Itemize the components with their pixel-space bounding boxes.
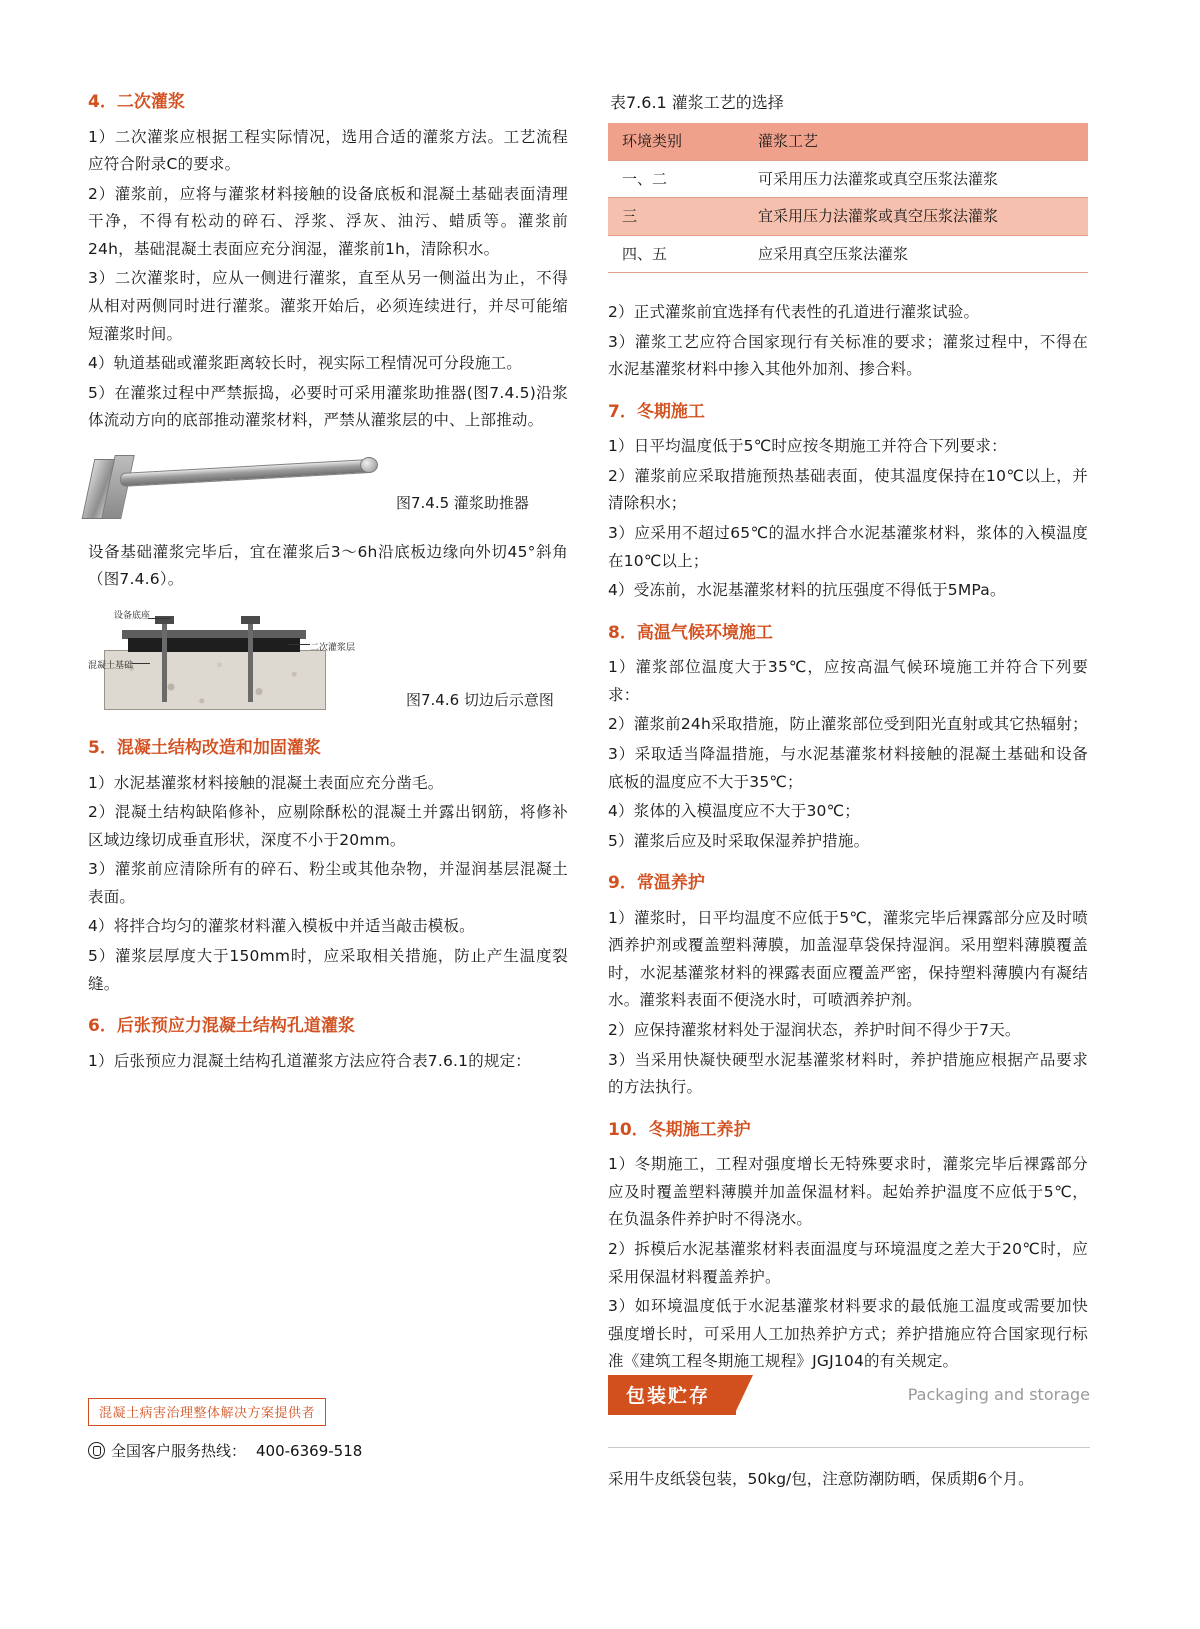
- paragraph: 1）灌浆时，日平均温度不应低于5℃，灌浆完毕后裸露部分应及时喷洒养护剂或覆盖塑料薄膜，加盖湿草袋保持湿润。采用塑料薄膜覆盖时，水泥基灌浆材料的裸露表面应覆盖严密，保持塑料薄膜内有凝结水。灌浆料表面不便浇水时，可喷洒养护剂。: [608, 908, 1088, 1010]
- paragraph: 3）灌浆工艺应符合国家现行有关标准的要求；灌浆过程中，不得在水泥基灌浆材料中掺入其他外加剂、掺合料。: [608, 332, 1088, 379]
- leader-line: [288, 644, 310, 645]
- paragraph: 1）灌浆部位温度大于35℃，应按高温气候环境施工并符合下列要求：: [608, 658, 1088, 704]
- paragraph: 2）应保持灌浆材料处于湿润状态，养护时间不得少于7天。: [608, 1021, 1021, 1040]
- section-heading-8: 8．高温气候环境施工: [608, 622, 773, 643]
- packaging-title-cn: 包装贮存: [608, 1375, 736, 1415]
- paragraph: 4）轨道基础或灌浆距离较长时，视实际工程情况可分段施工。: [88, 354, 522, 373]
- paragraph: 3）二次灌浆时，应从一侧进行灌浆，直至从另一侧溢出为止，不得从相对两侧同时进行灌浆。灌浆开始后，必须连续进行，并尽可能缩短灌浆时间。: [88, 269, 568, 343]
- table-row: [608, 198, 1088, 236]
- pusher-handle: [360, 457, 378, 473]
- section-heading-9: 9．常温养护: [608, 873, 705, 894]
- section-heading-5: 5．混凝土结构改造和加固灌浆: [88, 738, 321, 759]
- paragraph: 设备基础灌浆完毕后，宜在灌浆后3～6h沿底板边缘向外切45°斜角（图7.4.6）。: [88, 542, 568, 589]
- table-row: [608, 160, 1088, 198]
- section-heading-6: 6．后张预应力混凝土结构孔道灌浆: [88, 1016, 355, 1037]
- paragraph: 4）浆体的入模温度应不大于30℃；: [608, 802, 860, 821]
- packaging-header: [608, 1375, 1090, 1411]
- section-heading-10: 10．冬期施工养护: [608, 1119, 751, 1140]
- paragraph: 2）灌浆前24h采取措施，防止灌浆部位受到阳光直射或其它热辐射；: [608, 715, 1088, 734]
- table-header-row: [608, 123, 1088, 160]
- table-title: 表7.6.1 灌浆工艺的选择: [610, 93, 784, 112]
- figure-7-4-5: [88, 453, 568, 523]
- right-column: [608, 90, 1088, 1378]
- slogan-badge: 混凝土病害治理整体解决方案提供者: [88, 1398, 326, 1426]
- grout-pusher-illustration: [88, 453, 378, 523]
- paragraph: 3）应采用不超过65℃的温水拌合水泥基灌浆材料，浆体的入模温度在10℃以上；: [608, 523, 1088, 570]
- paragraph: 2）正式灌浆前宜选择有代表性的孔道进行灌浆试验。: [608, 303, 980, 321]
- diagram-label-equipment-base: 设备底座: [114, 611, 151, 622]
- paragraph: 3）灌浆前应清除所有的碎石、粉尘或其他杂物，并湿润基层混凝土表面。: [88, 860, 568, 906]
- anchor-bolt: [248, 622, 253, 702]
- diagram-label-grout-layer: 二次灌浆层: [310, 643, 356, 654]
- paragraph: 5）灌浆层厚度大于150mm时，应采取相关措施，防止产生温度裂缝。: [88, 946, 568, 993]
- figure-caption: 图7.4.6 切边后示意图: [406, 691, 554, 710]
- table-cell-process: 宜采用压力法灌浆或真空压浆法灌浆: [748, 198, 1088, 236]
- paragraph: 1）日平均温度低于5℃时应按冬期施工并符合下列要求：: [608, 437, 1007, 456]
- leader-line: [148, 618, 170, 619]
- hotline-label: 全国客户服务热线：: [111, 1442, 247, 1460]
- hotline-number: 400-6369-518: [256, 1441, 363, 1460]
- hotline: [88, 1440, 568, 1461]
- diagram-label-concrete-foundation: 混凝土基础: [88, 661, 134, 672]
- paragraph: 1）冬期施工，工程对强度增长无特殊要求时，灌浆完毕后裸露部分应及时覆盖塑料薄膜并加盖保温材料。起始养护温度不应低于5℃，在负温条件养护时不得浇水。: [608, 1155, 1088, 1229]
- table-cell-category: 四、五: [608, 235, 748, 273]
- paragraph: 2）灌浆前，应将与灌浆材料接触的设备底板和混凝土基础表面清理干净，不得有松动的碎石、浮浆、浮灰、油污、蜡质等。灌浆前24h，基础混凝土表面应充分润湿，灌浆前1h，清除积水。: [88, 184, 568, 258]
- leader-line: [132, 663, 150, 664]
- secondary-grout-layer-shape: [128, 638, 300, 652]
- table-header-cell: 灌浆工艺: [748, 123, 1088, 160]
- table-cell-process: 可采用压力法灌浆或真空压浆法灌浆: [748, 160, 1088, 198]
- paragraph: 3）如环境温度低于水泥基灌浆材料要求的最低施工温度或需要加快强度增长时，可采用人工加热养护方式；养护措施应符合国家现行标准《建筑工程冬期施工规程》JGJ104的有关规定。: [608, 1297, 1088, 1371]
- figure-7-4-6: [88, 608, 568, 720]
- anchor-bolt: [162, 622, 167, 702]
- footer-left: [88, 1398, 568, 1461]
- section-heading-7: 7．冬期施工: [608, 401, 705, 422]
- paragraph: 5）灌浆后应及时采取保湿养护措施。: [608, 831, 870, 850]
- section-heading-4: 4．二次灌浆: [88, 92, 185, 112]
- table-cell-category: 三: [608, 198, 748, 236]
- phone-icon: [88, 1442, 105, 1459]
- paragraph: 2）混凝土结构缺陷修补，应剔除酥松的混凝土并露出钢筋，将修补区域边缘切成垂直形状，深度不小于20mm。: [88, 803, 568, 849]
- packaging-title-en: Packaging and storage: [907, 1385, 1090, 1404]
- paragraph: 4）将拌合均匀的灌浆材料灌入模板中并适当敲击模板。: [88, 917, 475, 936]
- concrete-foundation-shape: [104, 650, 326, 710]
- table-cell-process: 应采用真空压浆法灌浆: [748, 235, 1088, 273]
- pusher-rod: [120, 459, 372, 487]
- table-cell-category: 一、二: [608, 160, 748, 198]
- paragraph: 1）二次灌浆应根据工程实际情况，选用合适的灌浆方法。工艺流程应符合附录C的要求。: [88, 127, 568, 174]
- table-header-cell: 环境类别: [608, 123, 748, 160]
- paragraph: 3）当采用快凝快硬型水泥基灌浆材料时，养护措施应根据产品要求的方法执行。: [608, 1050, 1088, 1097]
- paragraph: 5）在灌浆过程中严禁振捣，必要时可采用灌浆助推器(图7.4.5)沿浆体流动方向的底部推动灌浆材料，严禁从灌浆层的中、上部推动。: [88, 383, 568, 430]
- left-column: [88, 90, 568, 1077]
- paragraph: 2）拆模后水泥基灌浆材料表面温度与环境温度之差大于20℃时，应采用保温材料覆盖养护。: [608, 1240, 1088, 1286]
- table-row: [608, 235, 1088, 273]
- packaging-body-text: 采用牛皮纸袋包装，50kg/包，注意防潮防晒，保质期6个月。: [608, 1470, 1034, 1488]
- paragraph: 1）后张预应力混凝土结构孔道灌浆方法应符合表7.6.1的规定：: [88, 1051, 532, 1070]
- packaging-section: [608, 1375, 1090, 1494]
- paragraph: 3）采取适当降温措施，与水泥基灌浆材料接触的混凝土基础和设备底板的温度应不大于35℃；: [608, 744, 1088, 791]
- grouting-process-table: [608, 123, 1088, 273]
- edge-cut-diagram: [88, 608, 388, 720]
- divider: [608, 1447, 1090, 1448]
- figure-caption: 图7.4.5 灌浆助推器: [396, 493, 529, 512]
- paragraph: 2）灌浆前应采取措施预热基础表面，使其温度保持在10℃以上，并清除积水；: [608, 466, 1088, 513]
- anchor-bolt-head: [241, 616, 260, 624]
- paragraph: 4）受冻前，水泥基灌浆材料的抗压强度不得低于5MPa。: [608, 581, 1006, 600]
- paragraph: 1）水泥基灌浆材料接触的混凝土表面应充分凿毛。: [88, 773, 444, 792]
